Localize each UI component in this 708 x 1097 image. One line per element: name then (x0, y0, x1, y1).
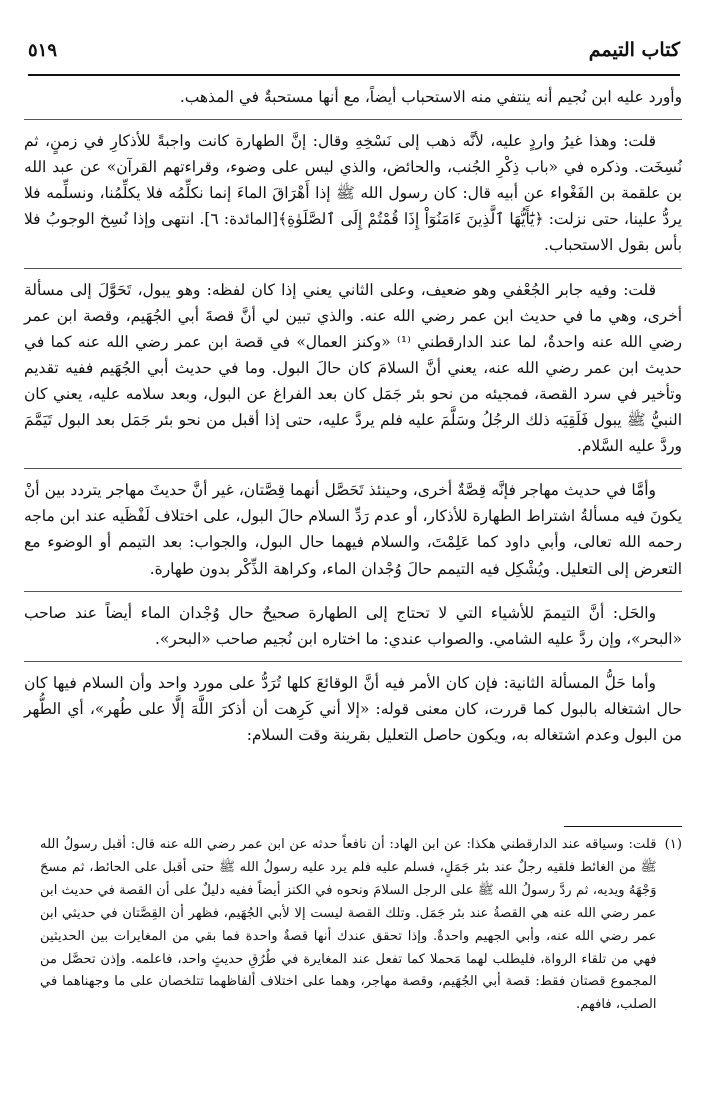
paragraph-divider (24, 268, 682, 269)
paragraph-divider (24, 591, 682, 592)
paragraph-3: قلت: وفيه جابر الجُعْفي وهو ضعيف، وعلى الثاني يعني إذا كان لفظه: وهو يبول، تَحَوَّلَ إلى مسألة أخرى، وهي ما في حديث ابن عمر رضي الله عنه. والذي تبين لي أنَّ قصةَ أبي الجُهَيم، وقصة ابن عمر رضي الله عنه واحدةٌ، لما عند الدارقطني ⁽¹⁾ «وكنز العمال» في قصة ابن عمر رضي الله عنه كما في حديث ابن عمر رضي الله عنه، يعني أنَّ السلامَ كان حالَ البول. وما في حديث أبي الجُهَيم ففيه تقديم وتأخير في سرد القصة، فمجيئه من نحو بئر جَمَل كان بعد الفراغ عن البول، وبعد سلامه عليه، يعني كان النبيُّ ﷺ يبول فَلَقِيَه ذلك الرجُلُ وسَلَّمَ عليه فلم يردَّ عليه، حتى إذا أقبل من نحو بئر جَمَل بعد البول تَيَمَّمَ وردَّ عليه السَّلام. (24, 280, 682, 456)
paragraph-4: وأمَّا في حديث مهاجر فإنَّه قِصَّةٌ أخرى، وحينئذ تَحَصَّل أنهما قِصَّتان، غير أنَّ حديثَ مهاجر يتردد بين أنْ يكونَ فيه مسألةُ اشتراط الطهارة للأذكار، أو عدم رَدِّ السلام حالَ البول، على اختلاف لَفْظَيه عند ابن ماجه رحمه الله تعالى، وأبي داود كما عَلِمْتَ، والسلام فيهما حال البول، والجواب: بعد التيمم أو الوضوء مع التعرض إلى التعليل. ويُشْكِل فيه التيمم حالَ وُجْدان الماء، وكراهة الذِّكْر بدون طهارة. (24, 481, 682, 578)
paragraph-divider (24, 468, 682, 469)
paragraph-1: وأورد عليه ابن نُجيم أنه ينتفي منه الاستحباب أيضاً، مع أنها مستحبةٌ في المذهب. (179, 88, 682, 106)
paragraph-2: قلت: وهذا غيرُ واردٍ عليه، لأنَّه ذهب إلى نَسْخِهِ وقال: إنَّ الطهارة كانت واجبةً للأذكارِ في زمنٍ، ثم نُسِخَت. وذكره في «باب ذِكْرِ الجُنب، والحائض، والذي ليس على وضوء، وقراءتهم القرآن» عن عبد الله بن علقمة بن الفَغْواء عن أبيه قال: كان رسول الله ﷺ إذا أَهْرَاقَ الماءَ إنما نكلِّمُه فلا يكلِّمُنا، ونسلِّمه فلا يردُّ علينا، حتى نزلت: ﴿يَٰٓأَيُّهَا ٱلَّذِينَ ءَامَنُوٓاْ إِذَا قُمْتُمْ إِلَى ٱلصَّلَوٰةِ﴾[المائدة: ٦]. انتهى وإذا نُسِخ الوجوبُ فلا بأس بقول الاستحباب. (24, 132, 682, 255)
footnote-marker: (١) (664, 837, 682, 852)
paragraph-divider (24, 661, 682, 662)
footnote-rule (564, 826, 682, 827)
footnote (40, 834, 682, 1017)
book-title: كتاب التيمم (588, 39, 680, 61)
paragraph-divider (24, 119, 682, 120)
paragraph-5: والحَل: أنَّ التيممَ للأشياء التي لا تحتاج إلى الطهارة صحيحٌ حال وُجْدان الماء أيضاً عند صاحب «البحر»، وإن ردَّ عليه الشامي. والصواب عندي: ما اختاره ابن نُجيم صاحب «البحر». (24, 603, 682, 648)
main-text (24, 84, 682, 748)
header-rule (28, 74, 680, 76)
page-number: ٥١٩ (28, 39, 58, 61)
footnote-text: قلت: وسياقه عند الدارقطني هكذا: عن ابن الهاد: أن نافعاً حدثه عن ابن عمر رضي الله عنه قال: أقبل رسولُ الله ﷺ من الغائط فلقيه رجلٌ عند بئر جَمَلٍ، فسلم عليه فلم يرد عليه رسولُ الله ﷺ حتى أقبل على الحائط، ثم مسحَ وَجْهَهُ ويديه، ثم ردَّ رسولُ الله ﷺ على الرجل السلامَ ونحوه في الكنز أيضاً ففيه دليلٌ على أن القصة في حديث ابن عمر رضي الله عنه هي القصةُ عند بئر جَمَل. وتلك القصة ليست إلا لأبي الجُهَيم، فظهر أن القِصَّتان في حديثي ابن عمر رضي الله عنه، وأبي الجهيم واحدةٌ. وإذا تحقق عندك أنها قصةٌ واحدة فما بقي من المغايرات بين الحديثين فهي من تلقاء الرواة، فليطلب لهما مَحملا كما تفعل عند المغايرة في طُرُقِ حديثٍ واحد، فاعلمه. وإذن تحصَّل من المجموع قصتان فقط: قصة أبي الجُهَيم، وقصة مهاجر، وهما على اختلاف ألفاظهما تتلخصان على ما وجهناهما في الصلب، فافهم. (40, 837, 657, 1013)
paragraph-6: وأما حَلُّ المسألة الثانية: فإن كان الأمر فيه أنَّ الوقائعَ كلها تُرَدُّ على مورد واحد وأن السلام فيها كان حال اشتغاله بالبول كما قررت، كان معنى قوله: «إلا أني كَرِهت أن أذكرَ اللَّهَ إلَّا على طُهر»، أي الطُّهر من البول وعدم اشتغاله به، ويكون حاصل التعليل بقرينة وقت السلام: (24, 673, 682, 744)
page-header (28, 30, 680, 70)
